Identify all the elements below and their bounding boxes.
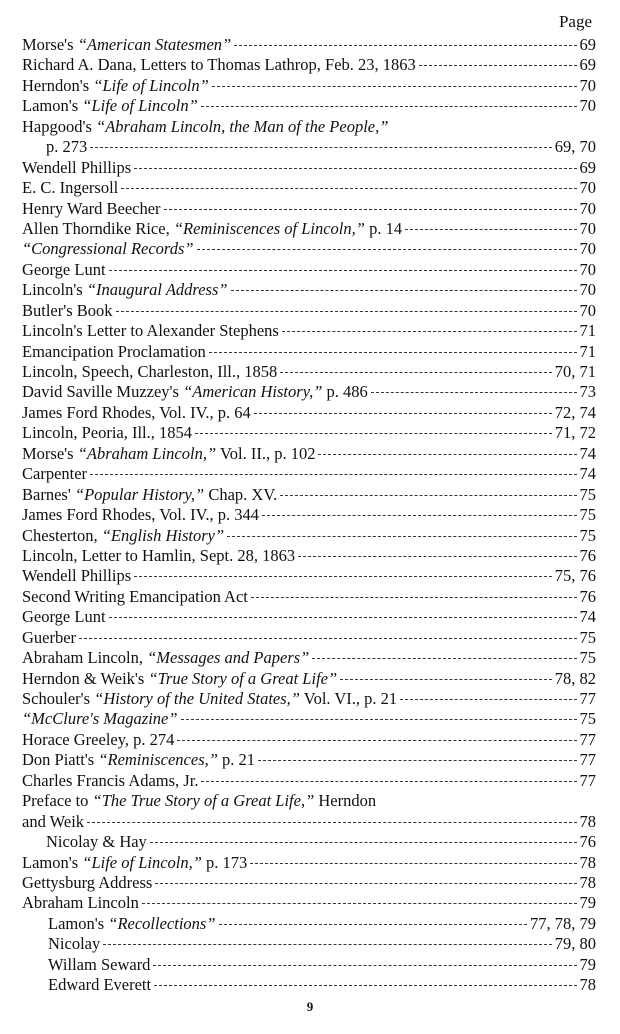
dot-leader [219,924,528,925]
dot-leader [150,842,577,843]
entry-title-italic: “American Statesmen” [77,35,232,54]
entry-title-text: Don Piatt's [22,750,99,770]
dot-leader [197,249,577,250]
entry-page-number: 74 [579,443,596,463]
index-entry [22,791,596,811]
index-entry [22,158,596,178]
entry-title-text: Abraham Lincoln [22,893,139,913]
dot-leader [116,311,577,312]
entry-page-number: 75 [579,709,596,729]
entry-title-text: Lamon's [48,913,109,933]
dot-leader [282,331,577,332]
entry-title [22,178,118,198]
entry-title [22,219,402,239]
entry-title [46,137,87,157]
index-entry [22,55,596,75]
entry-title-text: Horace Greeley, p. 274 [22,729,175,749]
entry-title-suffix: p. 21 [217,750,256,770]
entry-page-number: 75 [579,627,596,647]
index-entry [22,76,596,96]
entry-title-text: p. 273 [46,137,88,157]
entry-title-text: Barnes' [22,484,75,504]
index-entry [22,669,596,689]
entry-title-text: Emancipation Proclamation [22,341,206,361]
entry-title [48,955,150,975]
dot-leader [405,229,576,230]
entry-title-suffix: Vol. VI., p. 21 [299,689,398,708]
index-entry [22,35,596,55]
entry-page-number: 71 [579,341,596,361]
index-entry [22,526,596,546]
entry-title [22,444,315,464]
entry-title-text: Charles Francis Adams, Jr. [22,770,199,790]
dot-leader [250,863,576,864]
entry-page-number: 79 [579,954,596,974]
entry-title-suffix: Chap. XV. [204,484,278,504]
entry-title [22,791,376,811]
index-entry [22,362,596,382]
entry-page-number: 76 [579,545,596,565]
dot-leader [155,883,576,884]
index-entry [22,566,596,586]
index-entry [22,505,596,525]
index-entry [22,239,596,259]
entry-page-number: 76 [579,586,596,606]
entry-title-italic: “Messages and Papers” [147,648,310,668]
entry-page-number: 70 [579,218,596,238]
entry-page-number: 78 [579,852,596,872]
dot-leader [103,944,552,945]
index-entry [22,873,596,893]
entry-title [22,239,194,259]
entry-page-number: 74 [579,464,596,484]
dot-leader [209,352,577,353]
entry-title-italic: “True Story of a Great Life” [148,668,338,688]
entry-title [22,812,84,832]
entry-title [22,505,259,525]
entry-title [22,526,224,546]
dot-leader [177,740,576,741]
entry-page-number: 70 [579,75,596,95]
index-entry [22,771,596,791]
entry-title-text: Herndon & Weik's [22,668,149,688]
entry-title-italic: “Inaugural Address” [86,280,228,300]
index-entry [22,812,596,832]
entry-title-text: Guerber [22,627,77,647]
entry-page-number: 78 [579,811,596,831]
index-entry [22,464,596,484]
entry-title-italic: “Recollections” [108,913,216,933]
index-entry [22,893,596,913]
index-entry [22,137,596,157]
index-entry [22,178,596,198]
entry-title-italic: “Life of Lincoln” [82,96,198,116]
dot-leader [251,597,577,598]
entry-title-text: E. C. Ingersoll [22,178,119,198]
entry-title-text: Nicolay [48,934,101,954]
dot-leader [419,65,577,66]
index-entry [22,117,596,137]
entry-title-italic: “Reminiscences of Lincoln,” [173,218,365,238]
dot-leader [79,638,576,639]
entry-title-text: Morse's [22,35,78,54]
dot-leader [201,781,576,782]
dot-leader [195,433,552,434]
entry-page-number: 78, 82 [554,668,596,688]
entry-page-number: 70 [579,300,596,320]
entry-title [22,853,247,873]
entry-title-text: James Ford Rhodes, Vol. IV., p. 64 [22,402,251,422]
entry-title-text: Allen Thorndike Rice, [22,218,174,238]
dot-leader [227,536,576,537]
index-entry [22,607,596,627]
index-entry [22,444,596,464]
dot-leader [164,209,577,210]
entry-title-italic: “Life of Lincoln,” [82,852,202,872]
page-number: 9 [306,999,314,1014]
entry-page-number: 77 [579,750,596,770]
entry-title-text: Butler's Book [22,300,113,320]
entry-page-number: 72, 74 [554,402,596,422]
entry-title-text: Schouler's [22,689,95,708]
entry-title [22,199,161,219]
dot-leader [312,658,576,659]
dot-leader [298,556,576,557]
index-entry [22,914,596,934]
index-entry [22,832,596,852]
entry-title-text: James Ford Rhodes, Vol. IV., p. 344 [22,505,259,525]
entry-title-italic: “History of the United States,” [94,689,300,708]
entry-title-text: and Weik [22,811,85,831]
entry-title-suffix: p. 173 [201,852,248,872]
entry-title [22,382,368,402]
entry-title-text: Chesterton, [22,525,102,545]
entry-page-number: 71 [579,321,596,341]
dot-leader [90,147,552,148]
entry-title [22,342,206,362]
entry-page-number: 69 [579,55,596,75]
page-column-heading: Page [558,12,592,31]
entry-title-text: Hapgood's [22,116,97,136]
dot-leader [87,822,576,823]
dot-leader [212,86,577,87]
entry-title-text: David Saville Muzzey's [22,382,184,402]
dot-leader [153,965,576,966]
entry-title-text: Lincoln, Speech, Charleston, Ill., 1858 [22,362,278,381]
entry-title-text: Willam Seward [48,954,151,974]
entry-title [22,158,131,178]
dot-leader [340,679,552,680]
entry-title-italic: “Life of Lincoln” [93,75,209,95]
entry-title-text: Gettysburg Address [22,872,153,892]
entry-page-number: 79, 80 [554,934,596,954]
entry-title-text: Abraham Lincoln, [22,648,148,668]
entry-title [22,76,209,96]
entry-title-text: Second Writing Emancipation Act [22,586,248,606]
index-entry [22,709,596,729]
index-entry [22,975,596,995]
index-entry [22,260,596,280]
entry-page-number: 77 [579,770,596,790]
entry-title-text: George Lunt [22,607,106,627]
dot-leader [280,495,576,496]
entry-page-number: 74 [579,607,596,627]
entry-title-text: Edward Everett [48,975,152,995]
dot-leader [234,45,576,46]
dot-leader [231,290,577,291]
dot-leader [109,617,577,618]
entry-title [48,934,100,954]
entry-title-text: Carpenter [22,464,88,484]
dot-leader [280,372,552,373]
entry-title [22,607,106,627]
entry-title [22,280,228,300]
entry-title-text: Henry Ward Beecher [22,198,161,218]
entry-title [22,709,178,729]
index-entry [22,403,596,423]
entry-page-number: 75 [579,525,596,545]
entry-title-text: Richard A. Dana, Letters to Thomas Lathrop, Feb. 23, 1863 [22,55,416,75]
entry-title [48,975,151,995]
entry-title-italic: “Abraham Lincoln,” [77,443,217,463]
dot-leader [134,168,576,169]
entry-title [22,566,131,586]
entry-page-number: 75 [579,505,596,525]
entry-title-text: Lincoln's [22,280,87,300]
entry-title-text: Nicolay & Hay [46,832,147,852]
entry-page-number: 71, 72 [554,423,596,443]
index-entry [22,546,596,566]
entry-page-number: 75, 76 [554,566,596,586]
dot-leader [201,106,577,107]
index-entry [22,301,596,321]
entry-page-number: 77 [579,689,596,708]
dot-leader [262,515,577,516]
dot-leader [134,576,552,577]
entry-page-number: 79 [579,893,596,913]
entry-title [22,669,337,689]
index-entry [22,689,596,709]
entry-title [22,403,251,423]
entry-page-number: 77, 78, 79 [530,913,596,933]
index-entry [22,382,596,402]
entry-page-number: 70 [579,280,596,300]
entry-page-number: 75 [579,484,596,504]
entry-title-italic: “Congressional Records” [22,239,194,259]
entry-page-number: 70 [579,198,596,218]
entry-page-number: 70 [579,259,596,279]
dot-leader [258,760,576,761]
dot-leader [154,985,576,986]
entry-title-text: Preface to [22,791,93,811]
entry-title-italic: “Popular History,” [74,484,205,504]
index-entry [22,853,596,873]
entry-title-text: Lamon's [22,852,83,872]
entry-title [22,423,192,443]
entry-title-text: Wendell Phillips [22,566,132,586]
index-entry [22,587,596,607]
index-entry [22,730,596,750]
entry-title-suffix: p. 14 [364,218,403,238]
entry-title-suffix: Herndon [314,791,377,811]
entry-title-text: Morse's [22,443,78,463]
entry-page-number: 78 [579,975,596,995]
index-entry [22,955,596,975]
entry-page-number: 75 [579,648,596,668]
entry-title [22,546,295,566]
entry-title [22,117,388,137]
entry-title-text: Lincoln, Letter to Hamlin, Sept. 28, 1863 [22,545,296,565]
entry-title-text: Herndon's [22,75,94,95]
entry-title [22,689,397,709]
entry-title-italic: “The True Story of a Great Life,” [92,791,315,811]
entry-title [22,362,277,382]
entry-title-italic: “English History” [101,525,225,545]
index-entry [22,342,596,362]
entry-title [22,321,279,341]
entry-title [22,587,248,607]
dot-leader [254,413,552,414]
dot-leader [109,270,577,271]
index-entry [22,96,596,116]
entry-title [22,893,139,913]
entry-title [22,301,113,321]
entry-title [22,873,152,893]
dot-leader [371,392,577,393]
entry-title [22,771,198,791]
entry-page-number: 70 [579,178,596,198]
index-entry [22,485,596,505]
dot-leader [121,188,576,189]
entry-page-number: 78 [579,872,596,892]
dot-leader [318,454,576,455]
entry-title-italic: “McClure's Magazine” [22,709,178,729]
index-entry [22,750,596,770]
entry-title [48,914,216,934]
entry-title-text: Wendell Phillips [22,157,132,177]
entry-title-italic: “Reminiscences,” [98,750,218,770]
entry-title-text: Lamon's [22,96,83,116]
entry-title [46,832,147,852]
dot-leader [181,719,577,720]
entry-title [22,628,76,648]
entry-title-italic: “American History,” [183,382,323,402]
dot-leader [400,699,576,700]
entry-title-suffix: p. 486 [322,382,368,402]
entry-title [22,730,174,750]
entry-page-number: 70 [579,96,596,116]
entry-title [22,55,416,75]
entry-title-text: Lincoln, Peoria, Ill., 1854 [22,423,193,443]
index-entry [22,628,596,648]
entry-title [22,485,277,505]
entry-title [22,260,106,280]
index-entry [22,423,596,443]
entry-title [22,750,255,770]
index-entry [22,321,596,341]
entry-title-italic: “Abraham Lincoln, the Man of the People,” [96,116,389,136]
entry-page-number: 70 [579,239,596,259]
entry-page-number: 69 [579,35,596,54]
entry-page-number: 69, 70 [554,137,596,157]
entry-title-text: George Lunt [22,259,106,279]
entry-title-text: Lincoln's Letter to Alexander Stephens [22,321,279,341]
entry-title [22,648,309,668]
entry-page-number: 77 [579,729,596,749]
entry-page-number: 70, 71 [554,362,596,381]
entry-title [22,464,87,484]
entry-page-number: 73 [579,382,596,402]
index-entry [22,934,596,954]
index-entry [22,648,596,668]
index-entry [22,199,596,219]
index-entry [22,219,596,239]
dot-leader [90,474,576,475]
index-entries [22,35,596,996]
entry-page-number: 69 [579,157,596,177]
entry-page-number: 76 [579,832,596,852]
index-entry [22,280,596,300]
dot-leader [142,903,577,904]
entry-title-suffix: Vol. II., p. 102 [216,443,316,463]
entry-title [22,35,231,55]
entry-title [22,96,198,116]
